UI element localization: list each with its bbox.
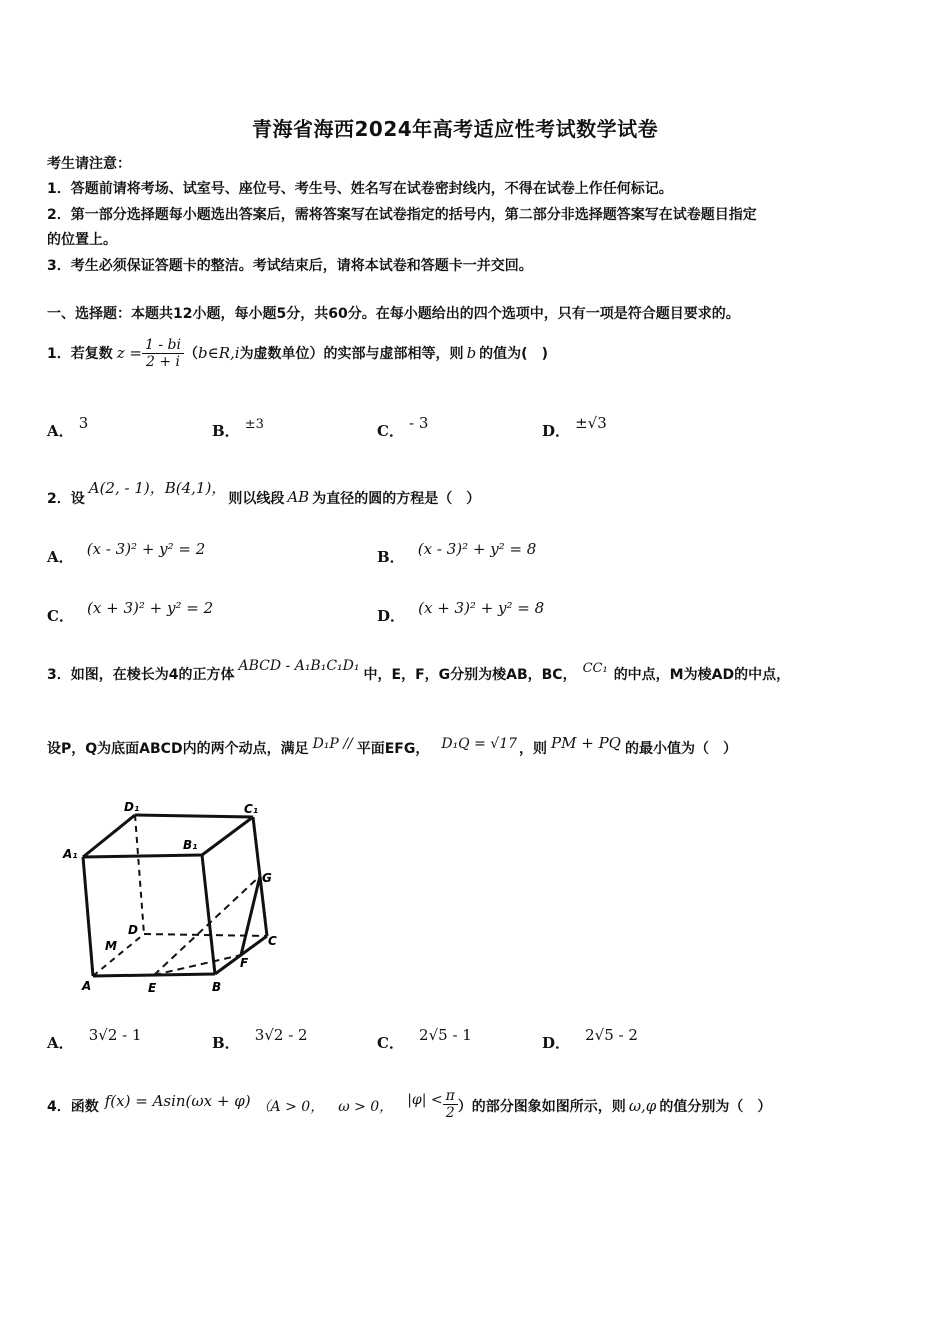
q3-cc1: CC₁ — [582, 661, 608, 676]
q4-condition-omega: ω > 0， — [338, 1099, 394, 1115]
notice-heading: 考生请注意： — [47, 156, 131, 172]
q3-cube: ABCD - A₁B₁C₁D₁ — [238, 658, 360, 674]
q2-option-a — [47, 538, 206, 566]
option-letter: B． — [377, 548, 405, 566]
q3-text-3: 设P，Q为底面ABCD内的两个动点，满足 — [47, 741, 309, 757]
q4-tail-2: 的值分别为（ ） — [659, 1099, 772, 1115]
q1-option-d — [542, 414, 607, 441]
q4-tail-1: ）的部分图象如图所示，则 — [457, 1099, 626, 1115]
option-value: (x + 3)² + y² = 2 — [87, 599, 214, 617]
question-2 — [47, 474, 480, 508]
notice-item-1: 1．答题前请将考场、试室号、座位号、考生号、姓名写在试卷密封线内，不得在试卷上作任何标记。 — [47, 181, 673, 197]
q4-two: 2 — [445, 1104, 455, 1121]
q4-condition-phi: |φ| < — [407, 1092, 443, 1108]
page-title: 青海省海西2024年高考适应性考试数学试卷 — [252, 117, 659, 141]
q2-option-b — [377, 538, 537, 566]
q4-condition-a: （A > 0， — [256, 1099, 325, 1115]
q3-option-d — [542, 1024, 638, 1052]
question-4 — [47, 1081, 771, 1131]
edge-a1a — [83, 857, 93, 976]
edge-dc-hidden — [144, 934, 267, 936]
q3-d1q: D₁Q = √17 — [441, 736, 518, 752]
label-c: C — [268, 934, 277, 948]
q3-option-b — [212, 1024, 308, 1052]
option-letter: D． — [377, 607, 406, 625]
q2-option-d — [377, 597, 545, 625]
label-f: F — [240, 956, 249, 970]
label-a: A — [82, 979, 92, 993]
q3-text-4: 平面EFG， — [356, 741, 430, 757]
option-value: 2√5 - 1 — [419, 1026, 472, 1044]
q1-condition-text: 为虚数单位）的实部与虚部相等，则 — [239, 346, 464, 362]
option-value: ±3 — [244, 417, 264, 432]
q4-pi: π — [443, 1088, 458, 1105]
option-letter: A． — [47, 422, 74, 440]
q1-fraction — [142, 337, 184, 370]
option-letter: B． — [212, 1034, 240, 1052]
q3-text-1: 中，E，F，G分别为棱AB，BC， — [363, 667, 577, 683]
option-letter: A． — [47, 548, 74, 566]
label-a1: A₁ — [63, 847, 78, 861]
label-m: M — [105, 939, 117, 953]
section-heading: 一、选择题：本题共12小题，每小题5分，共60分。在每小题给出的四个选项中，只有一项是符合题目要求的。 — [47, 306, 740, 322]
option-value: (x - 3)² + y² = 2 — [86, 540, 206, 558]
q3-option-a — [47, 1024, 142, 1052]
option-value: 2√5 - 2 — [585, 1026, 638, 1044]
q4-pi-fraction — [443, 1088, 458, 1121]
notice-item-2: 2．第一部分选择题每小题选出答案后，需将答案写在试卷指定的括号内，第二部分非选择题答案写在试卷题目指定 — [47, 207, 757, 223]
label-b1: B₁ — [183, 838, 198, 852]
q1-denominator: 2 + i — [145, 353, 180, 370]
notice-item-2-cont: 的位置上。 — [47, 232, 117, 248]
q3-option-c — [377, 1024, 472, 1052]
edge-b1c1 — [202, 817, 253, 855]
q2-tail: 为直径的圆的方程是（ ） — [312, 491, 481, 507]
q1-option-a — [47, 414, 89, 441]
q3-text-5: ，则 — [519, 741, 548, 757]
option-value: - 3 — [409, 414, 429, 432]
edge-b1b — [202, 855, 215, 974]
option-value: 3 — [78, 414, 89, 432]
question-1 — [47, 330, 548, 376]
q4-function: f(x) = Asin(ωx + φ) — [104, 1092, 251, 1110]
q1-tail: 的值为( ) — [479, 346, 548, 362]
option-letter: C． — [377, 422, 404, 440]
label-c1: C₁ — [244, 802, 259, 816]
cube-figure — [55, 795, 295, 1000]
option-letter: D． — [542, 422, 571, 440]
option-value: (x - 3)² + y² = 8 — [417, 540, 537, 558]
option-value: (x + 3)² + y² = 8 — [418, 599, 545, 617]
option-value: 3√2 - 1 — [88, 1026, 142, 1044]
label-g: G — [262, 871, 272, 885]
q3-text-6: 的最小值为（ ） — [624, 741, 737, 757]
option-letter: D． — [542, 1034, 571, 1052]
label-e: E — [148, 981, 157, 995]
notice-item-3: 3．考生必须保证答题卡的整洁。考试结束后，请将本试卷和答题卡一并交回。 — [47, 258, 533, 274]
option-value: ±√3 — [575, 414, 607, 432]
q1-label: 1．若复数 — [47, 346, 113, 362]
q2-option-c — [47, 597, 214, 625]
question-3-line-1 — [47, 652, 790, 684]
edge-ad-hidden — [93, 934, 144, 976]
q2-points: A(2, - 1)，B(4,1)， — [88, 479, 227, 497]
q2-mid: 则以线段 — [228, 491, 285, 507]
option-letter: C． — [377, 1034, 404, 1052]
q3-pmpq: PM + PQ — [551, 734, 621, 752]
q4-label: 4．函数 — [47, 1099, 99, 1115]
q1-option-c — [377, 414, 429, 441]
option-letter: C． — [47, 607, 74, 625]
label-d: D — [128, 923, 138, 937]
q1-z: z = — [116, 344, 142, 362]
q1-open-paren: （ — [183, 346, 198, 362]
q4-vars: ω,φ — [628, 1097, 657, 1115]
q1-b: b — [466, 344, 477, 362]
question-3-line-2 — [47, 726, 737, 758]
q3-text-2: 的中点，M为棱AD的中点， — [613, 667, 791, 683]
label-b: B — [212, 980, 222, 994]
q1-condition: b∈R,i — [197, 344, 240, 362]
q2-ab: AB — [287, 488, 310, 506]
q1-numerator: 1 - bi — [142, 337, 184, 354]
q3-d1p: D₁P // — [312, 736, 353, 752]
q3-label: 3．如图，在棱长为4的正方体 — [47, 667, 235, 683]
option-letter: B． — [212, 422, 240, 440]
edge-d1d-hidden — [135, 815, 144, 934]
edge-a1b1 — [83, 855, 202, 857]
label-d1: D₁ — [124, 800, 140, 814]
option-letter: A． — [47, 1034, 74, 1052]
edge-d1a1 — [83, 815, 135, 857]
option-value: 3√2 - 2 — [254, 1026, 308, 1044]
edge-d1c1 — [135, 815, 253, 817]
q2-label: 2．设 — [47, 491, 85, 507]
q1-option-b — [212, 417, 264, 441]
